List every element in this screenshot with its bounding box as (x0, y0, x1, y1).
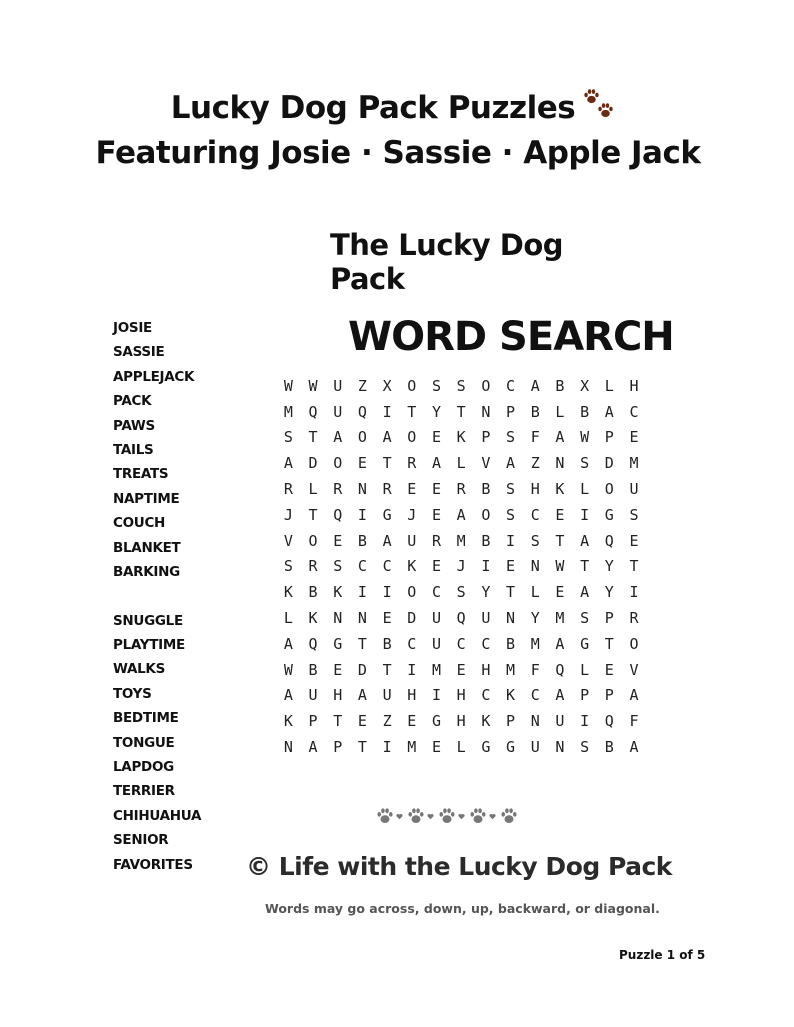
grid-cell: T (629, 557, 639, 576)
grid-cell: S (333, 557, 343, 576)
grid-cell: K (333, 583, 343, 602)
grid-cell: C (431, 583, 441, 602)
grid-cell: P (604, 428, 614, 447)
grid-cell: X (382, 376, 392, 395)
grid-cell: W (283, 660, 293, 679)
grid-cell: H (456, 686, 466, 705)
grid-cell: P (506, 402, 516, 421)
grid-cell: U (530, 738, 540, 757)
grid-row (276, 683, 646, 709)
grid-row (276, 450, 646, 476)
word-list-item: TAILS (113, 441, 154, 458)
word-list-item: BEDTIME (113, 710, 179, 727)
grid-cell: P (604, 686, 614, 705)
grid-cell: R (431, 531, 441, 550)
letter-grid (276, 373, 646, 760)
grid-cell: S (283, 428, 293, 447)
grid-cell: P (481, 428, 491, 447)
grid-cell: E (431, 505, 441, 524)
grid-cell: C (629, 402, 639, 421)
puzzle-number: Puzzle 1 of 5 (619, 948, 706, 962)
grid-cell: A (456, 505, 466, 524)
grid-cell: A (283, 686, 293, 705)
grid-cell: G (481, 738, 491, 757)
word-list (113, 316, 201, 877)
grid-cell: S (456, 376, 466, 395)
grid-cell: K (481, 712, 491, 731)
grid-cell: M (456, 531, 466, 550)
grid-cell: L (580, 660, 590, 679)
grid-cell: F (629, 712, 639, 731)
word-list-item: WALKS (113, 661, 166, 678)
grid-cell: S (456, 583, 466, 602)
grid-cell: A (283, 454, 293, 473)
grid-cell: U (431, 609, 441, 628)
grid-cell: A (580, 583, 590, 602)
grid-cell: T (407, 402, 417, 421)
grid-cell: E (629, 531, 639, 550)
grid-cell: I (580, 505, 590, 524)
grid-cell: I (481, 557, 491, 576)
grid-cell: P (308, 712, 318, 731)
grid-cell: N (481, 402, 491, 421)
grid-cell: L (530, 583, 540, 602)
grid-cell: B (357, 531, 367, 550)
grid-cell: T (382, 660, 392, 679)
grid-cell: K (283, 712, 293, 731)
grid-row (276, 708, 646, 734)
grid-cell: P (333, 738, 343, 757)
grid-cell: L (283, 609, 293, 628)
word-list-item: NAPTIME (113, 490, 180, 507)
copyright-notice: © Life with the Lucky Dog Pack (246, 852, 672, 881)
grid-cell: E (456, 660, 466, 679)
word-list-item: LAPDOG (113, 759, 174, 776)
grid-cell: G (333, 634, 343, 653)
grid-cell: L (555, 402, 565, 421)
grid-cell: A (333, 428, 343, 447)
grid-cell: O (407, 583, 417, 602)
word-list-item: TREATS (113, 466, 169, 483)
grid-cell: D (308, 454, 318, 473)
grid-cell: R (407, 454, 417, 473)
grid-cell: Q (308, 634, 318, 653)
grid-cell: J (407, 505, 417, 524)
grid-cell: U (407, 531, 417, 550)
grid-cell: E (555, 583, 565, 602)
word-list-item: CHIHUAHUA (113, 807, 202, 824)
grid-cell: B (506, 634, 516, 653)
grid-cell: L (308, 480, 318, 499)
grid-cell: I (506, 531, 516, 550)
grid-cell: Q (308, 402, 318, 421)
grid-row (276, 425, 646, 451)
grid-cell: T (456, 402, 466, 421)
grid-cell: O (333, 454, 343, 473)
grid-cell: C (407, 634, 417, 653)
grid-cell: C (357, 557, 367, 576)
grid-cell: M (506, 660, 516, 679)
grid-cell: P (580, 686, 590, 705)
grid-cell: V (283, 531, 293, 550)
grid-cell: Y (431, 402, 441, 421)
grid-cell: I (357, 505, 367, 524)
grid-cell: C (382, 557, 392, 576)
grid-cell: O (407, 376, 417, 395)
grid-cell: A (431, 454, 441, 473)
grid-cell: Q (456, 609, 466, 628)
word-list-item: TERRIER (113, 783, 175, 800)
grid-cell: I (580, 712, 590, 731)
grid-cell: I (382, 738, 392, 757)
grid-cell: A (555, 428, 565, 447)
grid-cell: I (407, 660, 417, 679)
grid-cell: M (283, 402, 293, 421)
grid-cell: G (580, 634, 590, 653)
grid-cell: G (604, 505, 614, 524)
grid-cell: F (530, 660, 540, 679)
grid-cell: H (407, 686, 417, 705)
word-list-item: PLAYTIME (113, 637, 185, 654)
grid-cell: B (481, 531, 491, 550)
grid-cell: A (580, 531, 590, 550)
grid-cell: R (308, 557, 318, 576)
grid-cell: Q (357, 402, 367, 421)
grid-cell: Y (481, 583, 491, 602)
grid-cell: O (357, 428, 367, 447)
word-list-item: APPLEJACK (113, 368, 195, 385)
word-list-item: SENIOR (113, 832, 169, 849)
grid-cell: Y (604, 557, 614, 576)
grid-cell: U (333, 376, 343, 395)
word-list-item: TOYS (113, 685, 152, 702)
grid-cell: K (308, 609, 318, 628)
grid-row (276, 657, 646, 683)
grid-cell: T (333, 712, 343, 731)
grid-cell: F (530, 428, 540, 447)
grid-cell: T (506, 583, 516, 602)
grid-cell: K (456, 428, 466, 447)
grid-cell: N (357, 480, 367, 499)
grid-cell: E (629, 428, 639, 447)
word-list-item: FAVORITES (113, 856, 193, 873)
grid-cell: Z (530, 454, 540, 473)
word-list-item: PAWS (113, 417, 155, 434)
grid-cell: N (530, 557, 540, 576)
grid-cell: M (530, 634, 540, 653)
grid-cell: I (431, 686, 441, 705)
grid-cell: K (283, 583, 293, 602)
grid-cell: O (308, 531, 318, 550)
grid-cell: A (555, 634, 565, 653)
grid-cell: U (555, 712, 565, 731)
grid-cell: K (555, 480, 565, 499)
grid-cell: H (456, 712, 466, 731)
instructions: Words may go across, down, up, backward, or diagonal. (265, 901, 660, 916)
grid-row (276, 631, 646, 657)
grid-row (276, 476, 646, 502)
grid-cell: T (308, 428, 318, 447)
grid-cell: B (604, 738, 614, 757)
grid-cell: E (604, 660, 614, 679)
grid-cell: D (357, 660, 367, 679)
title-line-1 (0, 86, 791, 126)
grid-cell: B (530, 402, 540, 421)
grid-cell: E (357, 712, 367, 731)
grid-cell: E (333, 531, 343, 550)
grid-cell: B (308, 660, 318, 679)
grid-cell: K (407, 557, 417, 576)
grid-cell: Q (604, 531, 614, 550)
word-list-item: SASSIE (113, 344, 165, 361)
grid-cell: J (456, 557, 466, 576)
grid-cell: O (481, 376, 491, 395)
grid-cell: E (407, 480, 417, 499)
grid-cell: P (506, 712, 516, 731)
grid-cell: H (481, 660, 491, 679)
grid-cell: U (308, 686, 318, 705)
grid-cell: N (530, 712, 540, 731)
grid-cell: L (580, 480, 590, 499)
grid-cell: D (407, 609, 417, 628)
grid-cell: A (629, 686, 639, 705)
grid-row (276, 399, 646, 425)
grid-cell: A (308, 738, 318, 757)
grid-cell: Y (530, 609, 540, 628)
grid-cell: O (407, 428, 417, 447)
grid-cell: E (431, 557, 441, 576)
grid-cell: U (481, 609, 491, 628)
grid-cell: M (555, 609, 565, 628)
grid-row (276, 528, 646, 554)
grid-cell: A (357, 686, 367, 705)
grid-cell: U (629, 480, 639, 499)
grid-cell: T (308, 505, 318, 524)
grid-cell: A (604, 402, 614, 421)
grid-cell: T (580, 557, 590, 576)
grid-cell: H (333, 686, 343, 705)
grid-cell: E (431, 428, 441, 447)
grid-cell: S (530, 531, 540, 550)
word-list-item: TONGUE (113, 734, 175, 751)
grid-cell: V (629, 660, 639, 679)
grid-cell: L (456, 738, 466, 757)
grid-cell: B (481, 480, 491, 499)
grid-cell: C (456, 634, 466, 653)
word-list-item: BARKING (113, 563, 180, 580)
grid-cell: T (357, 634, 367, 653)
grid-cell: I (382, 583, 392, 602)
grid-cell: A (629, 738, 639, 757)
grid-cell: V (481, 454, 491, 473)
grid-cell: N (283, 738, 293, 757)
grid-row (276, 502, 646, 528)
grid-cell: G (506, 738, 516, 757)
grid-row (276, 605, 646, 631)
grid-cell: J (283, 505, 293, 524)
grid-cell: W (580, 428, 590, 447)
word-list-item: BLANKET (113, 539, 181, 556)
grid-cell: I (382, 402, 392, 421)
grid-cell: E (333, 660, 343, 679)
grid-cell: S (506, 505, 516, 524)
grid-cell: A (382, 428, 392, 447)
puzzle-title: WORD SEARCH (348, 314, 674, 360)
grid-cell: T (604, 634, 614, 653)
grid-cell: C (506, 376, 516, 395)
grid-cell: R (333, 480, 343, 499)
grid-cell: S (580, 738, 590, 757)
grid-cell: Q (604, 712, 614, 731)
grid-cell: O (604, 480, 614, 499)
grid-cell: I (357, 583, 367, 602)
grid-cell: E (555, 505, 565, 524)
grid-cell: D (604, 454, 614, 473)
grid-cell: E (431, 480, 441, 499)
grid-cell: W (555, 557, 565, 576)
grid-cell: Y (604, 583, 614, 602)
grid-cell: N (333, 609, 343, 628)
grid-cell: T (382, 454, 392, 473)
grid-cell: L (604, 376, 614, 395)
grid-cell: E (407, 712, 417, 731)
grid-cell: C (481, 634, 491, 653)
grid-cell: W (308, 376, 318, 395)
grid-cell: C (530, 686, 540, 705)
subtitle: The Lucky Dog Pack (330, 228, 564, 296)
grid-cell: S (629, 505, 639, 524)
grid-cell: B (555, 376, 565, 395)
grid-row (276, 734, 646, 760)
grid-cell: R (382, 480, 392, 499)
grid-cell: M (431, 660, 441, 679)
grid-cell: B (382, 634, 392, 653)
word-list-item: SNUGGLE (113, 612, 183, 629)
grid-cell: N (506, 609, 516, 628)
grid-cell: B (308, 583, 318, 602)
grid-cell: T (555, 531, 565, 550)
grid-cell: E (431, 738, 441, 757)
grid-cell: R (629, 609, 639, 628)
grid-row (276, 373, 646, 399)
grid-cell: Z (357, 376, 367, 395)
grid-cell: X (580, 376, 590, 395)
grid-cell: U (333, 402, 343, 421)
grid-cell: B (580, 402, 590, 421)
grid-cell: R (283, 480, 293, 499)
grid-cell: L (456, 454, 466, 473)
grid-row (276, 554, 646, 580)
grid-cell: U (382, 686, 392, 705)
grid-cell: S (506, 480, 516, 499)
word-list-item: PACK (113, 393, 152, 410)
grid-cell: N (555, 454, 565, 473)
grid-cell: E (506, 557, 516, 576)
grid-cell: N (357, 609, 367, 628)
grid-cell: Z (382, 712, 392, 731)
grid-cell: T (357, 738, 367, 757)
grid-cell: A (506, 454, 516, 473)
grid-cell: A (555, 686, 565, 705)
grid-cell: E (357, 454, 367, 473)
grid-cell: H (530, 480, 540, 499)
grid-cell: U (431, 634, 441, 653)
grid-cell: K (506, 686, 516, 705)
grid-cell: I (629, 583, 639, 602)
grid-cell: M (629, 454, 639, 473)
grid-cell: O (481, 505, 491, 524)
grid-cell: Q (555, 660, 565, 679)
grid-cell: E (382, 609, 392, 628)
word-list-item: JOSIE (113, 320, 152, 336)
grid-cell: A (530, 376, 540, 395)
grid-cell: P (604, 609, 614, 628)
grid-cell: O (629, 634, 639, 653)
word-list-item: COUCH (113, 515, 166, 532)
grid-cell: W (283, 376, 293, 395)
grid-cell: S (431, 376, 441, 395)
grid-cell: S (580, 454, 590, 473)
grid-cell: S (506, 428, 516, 447)
grid-cell: S (580, 609, 590, 628)
grid-cell: C (481, 686, 491, 705)
grid-cell: M (407, 738, 417, 757)
paw-heart-divider-icon (374, 805, 524, 827)
title-line-2: Featuring Josie · Sassie · Apple Jack (95, 135, 701, 171)
grid-cell: H (629, 376, 639, 395)
grid-cell: A (283, 634, 293, 653)
grid-cell: S (283, 557, 293, 576)
paw-prints-icon (581, 86, 617, 122)
grid-cell: G (431, 712, 441, 731)
grid-row (276, 579, 646, 605)
grid-cell: G (382, 505, 392, 524)
grid-cell: R (456, 480, 466, 499)
grid-cell: A (382, 531, 392, 550)
grid-cell: C (530, 505, 540, 524)
grid-cell: N (555, 738, 565, 757)
title-text: Lucky Dog Pack Puzzles (170, 90, 576, 126)
grid-cell: Q (333, 505, 343, 524)
